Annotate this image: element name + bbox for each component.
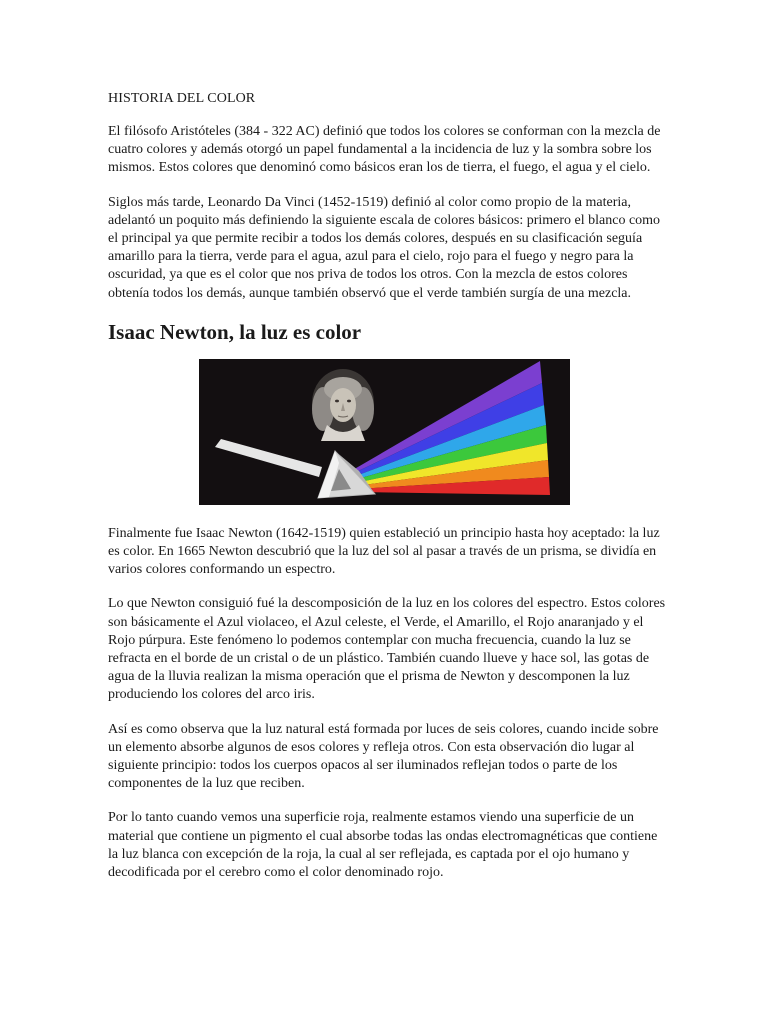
newton-portrait	[312, 369, 374, 441]
newton-prism-figure	[199, 359, 570, 505]
spectrum-rays	[351, 361, 550, 495]
paragraph-spectrum-decomposition: Lo que Newton consiguió fué la descomposición de la luz en los colores del espectro. Estos colores son básicamente el Azul violaceo, el Azul celeste, el Verde, el Amarillo, el Rojo anaranjado y el Rojo púrpura. Este fenómeno lo podemos contemplar con mucha frecuencia, cuando la luz se refracta en el borde de un cristal o de un plástico. También cuando llueve y hace sol, las gotas de agua de la lluvia realizan la misma operación que el prisma de Newton y descomponen la luz produciendo los colores del arco iris.	[108, 596, 666, 703]
paragraph-red-surface: Por lo tanto cuando vemos una superficie roja, realmente estamos viendo una superficie de un material que contiene un pigmento el cual absorbe todas las ondas electromagnéticas que contiene la luz blanca con excepción de la roja, la cual al ser reflejada, es captada por el ojo humano y decodificada por el cerebro como el color denominado rojo.	[108, 810, 658, 881]
newton-prism-illustration-icon	[199, 359, 570, 505]
section-heading: Isaac Newton, la luz es color	[108, 319, 362, 344]
document-page	[108, 90, 668, 898]
figure-container	[108, 359, 668, 507]
document-title: HISTORIA DEL COLOR	[108, 91, 256, 106]
paragraph-newton-principle: Finalmente fue Isaac Newton (1642-1519) quien estableció un principio hasta hoy aceptado: la luz es color. En 1665 Newton descubrió que la luz del sol al pasar a través de un prisma, se dividía en varios colores conformando un espectro.	[108, 525, 660, 578]
paragraph-natural-light: Así es como observa que la luz natural está formada por luces de seis colores, cuando incide sobre un elemento absorbe algunos de esos colores y refleja otros. Con esta observación dio lugar al siguiente principio: todos los cuerpos opacos al ser iluminados reflejan todos o parte de los componentes de la luz que reciben.	[108, 721, 659, 792]
white-light-beam	[215, 439, 322, 477]
paragraph-da-vinci: Siglos más tarde, Leonardo Da Vinci (1452-1519) definió al color como propio de la materia, adelantó un poquito más definiendo la siguiente escala de colores básicos: primero el blanco como el principal ya que permite recibir a todos los demás colores, después en su clasificación seguía amarillo para la tierra, verde para el agua, azul para el cielo, rojo para el fuego y negro para la oscuridad, ya que es el color que nos priva de todos los otros. Con la mezcla de estos colores obtenía todos los demás, aunque también observó que el verde también surgía de una mezcla.	[108, 194, 661, 301]
paragraph-aristoteles: El filósofo Aristóteles (384 - 322 AC) definió que todos los colores se conforman con la mezcla de cuatro colores y además otorgó un papel fundamental a la incidencia de luz y la sombra sobre los mismos. Estos colores que denominó como básicos eran los de tierra, el fuego, el agua y el cielo.	[108, 124, 661, 176]
